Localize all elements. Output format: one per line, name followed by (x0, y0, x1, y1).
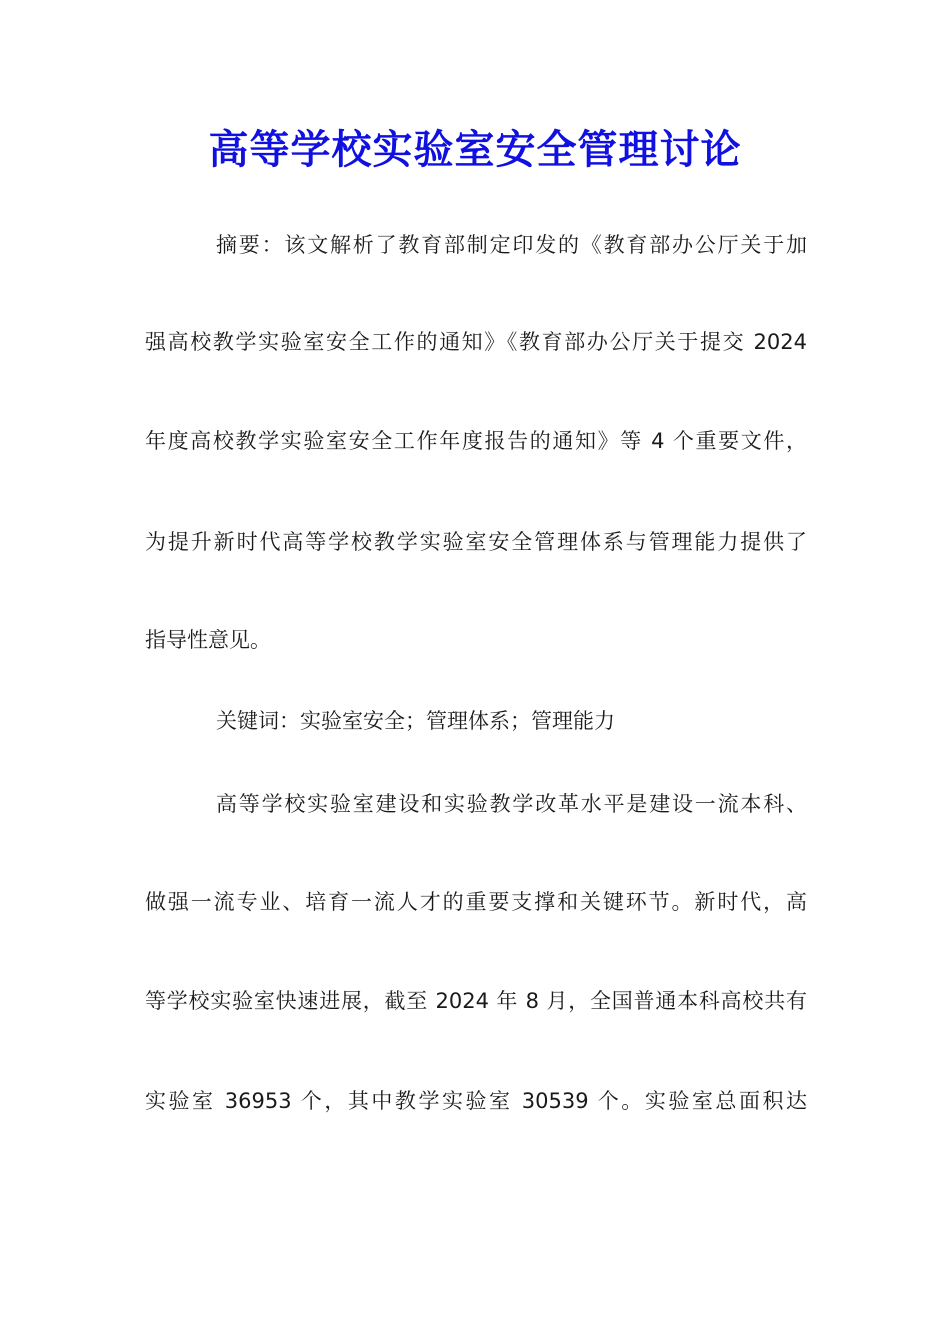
body-line-1: 高等学校实验室建设和实验教学改革水平是建设一流本科、 (216, 792, 807, 816)
abstract-line-2: 强高校教学实验室安全工作的通知》《教育部办公厅关于提交 2024 (145, 330, 807, 354)
abstract-line-3: 年度高校教学实验室安全工作年度报告的通知》等 4 个重要文件， (145, 429, 807, 453)
document-title: 高等学校实验室安全管理讨论 (208, 126, 742, 173)
body-line-2: 做强一流专业、培育一流人才的重要支撑和关键环节。新时代，高 (145, 890, 807, 914)
abstract-line-1: 摘要：该文解析了教育部制定印发的《教育部办公厅关于加 (216, 233, 807, 257)
abstract-line-5: 指导性意见。 (145, 628, 271, 652)
keywords-line: 关键词：实验室安全；管理体系；管理能力 (216, 709, 615, 733)
body-line-4: 实验室 36953 个，其中教学实验室 30539 个。实验室总面积达 (145, 1089, 807, 1113)
abstract-line-4: 为提升新时代高等学校教学实验室安全管理体系与管理能力提供了 (145, 530, 807, 554)
body-line-3: 等学校实验室快速进展，截至 2024 年 8 月，全国普通本科高校共有 (145, 989, 807, 1013)
